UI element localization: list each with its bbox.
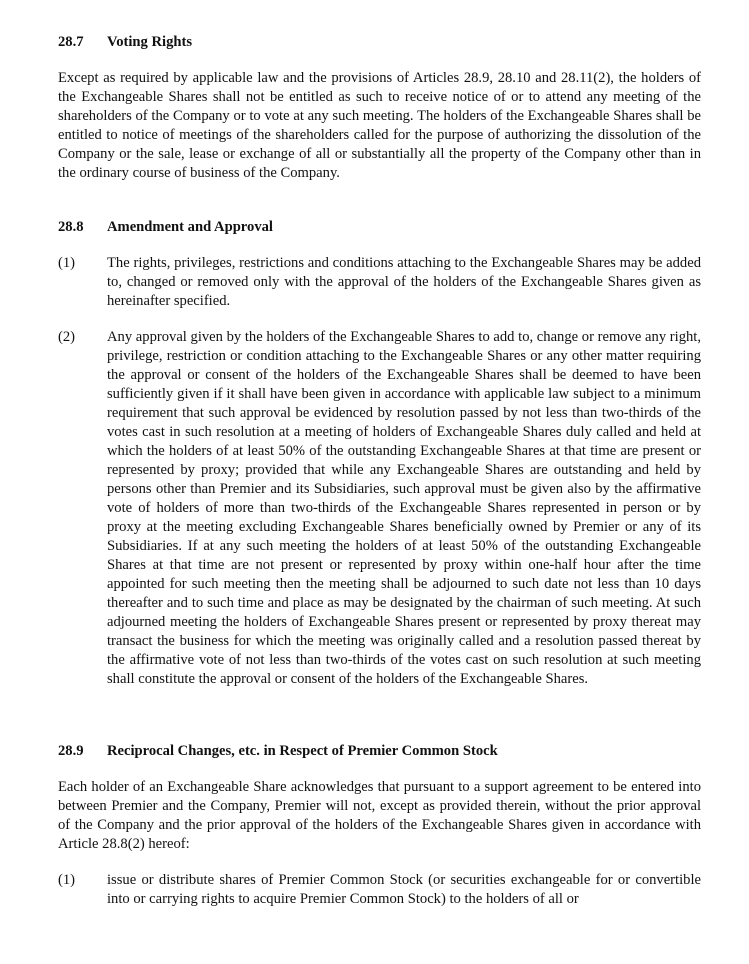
section-title: Voting Rights <box>107 34 193 50</box>
list-item <box>58 871 701 909</box>
list-marker: (2) <box>58 329 76 345</box>
list-item <box>58 328 701 689</box>
list-item-text: The rights, privileges, restrictions and conditions attaching to the Exchangeable Shares may be added to, changed or removed only with the approval of the holders of the Exchangeable Shares given as hereinafter specified. <box>107 255 701 309</box>
section-title: Reciprocal Changes, etc. in Respect of Premier Common Stock <box>107 743 498 759</box>
section-heading-28-8 <box>58 218 273 237</box>
list-item <box>58 254 701 311</box>
list-item-text: Any approval given by the holders of the Exchangeable Shares to add to, change or remove any right, privilege, restriction or condition attaching to the Exchangeable Shares or any other matter requiring the approval or consent of the holders of the Exchangeable Shares shall be deemed to have been sufficiently given if it shall have been given in accordance with applicable law subject to a minimum requirement that such approval be evidenced by resolution passed by not less than two-thirds of the votes cast in such resolution at a meeting of holders of Exchangeable Shares duly called and held at which the holders of at least 50% of the outstanding Exchangeable Shares at that time are present or represented by proxy; provided that while any Exchangeable Shares are outstanding and held by persons other than Premier and its Subsidiaries, such approval must be given also by the affirmative vote of holders of more than two-thirds of the Exchangeable Shares represented in person or by proxy at the meeting excluding Exchangeable Shares beneficially owned by Premier or any of its Subsidiaries. If at any such meeting the holders of at least 50% of the outstanding Exchangeable Shares at that time are not present or represented by proxy within one-half hour after the time appointed for such meeting then the meeting shall be adjourned to such date not less than 10 days thereafter and to such time and place as may be designated by the chairman of such meeting. At such adjourned meeting the holders of Exchangeable Shares present or represented by proxy thereat may transact the business for which the meeting was originally called and a resolution passed thereat by the affirmative vote of not less than two-thirds of the votes cast on such resolution at such meeting shall constitute the approval or consent of the holders of the Exchangeable Shares. <box>107 329 701 687</box>
paragraph-reciprocal-changes: Each holder of an Exchangeable Share acknowledges that pursuant to a support agreement to be entered into between Premier and the Company, Premier will not, except as provided therein, without the prior approval of the Company and the prior approval of the holders of the Exchangeable Shares given in accordance with Article 28.8(2) hereof: <box>58 779 701 852</box>
list-item-text: issue or distribute shares of Premier Common Stock (or securities exchangeable for or convertible into or carrying rights to acquire Premier Common Stock) to the holders of all or <box>107 872 701 907</box>
section-number: 28.7 <box>58 34 84 50</box>
section-heading-28-9 <box>58 742 498 761</box>
section-heading-28-7 <box>58 33 192 52</box>
section-title: Amendment and Approval <box>107 219 273 235</box>
paragraph-voting-rights: Except as required by applicable law and the provisions of Articles 28.9, 28.10 and 28.11(2), the holders of the Exchangeable Shares shall not be entitled as such to receive notice of or to attend any meeting of the shareholders of the Company or to vote at any such meeting. The holders of the Exchangeable Shares shall be entitled to notice of meetings of the shareholders called for the purpose of authorizing the dissolution of the Company or the sale, lease or exchange of all or substantially all the property of the Company other than in the ordinary course of business of the Company. <box>58 70 701 181</box>
list-marker: (1) <box>58 872 76 888</box>
section-number: 28.9 <box>58 743 84 759</box>
section-number: 28.8 <box>58 219 84 235</box>
list-marker: (1) <box>58 255 76 271</box>
